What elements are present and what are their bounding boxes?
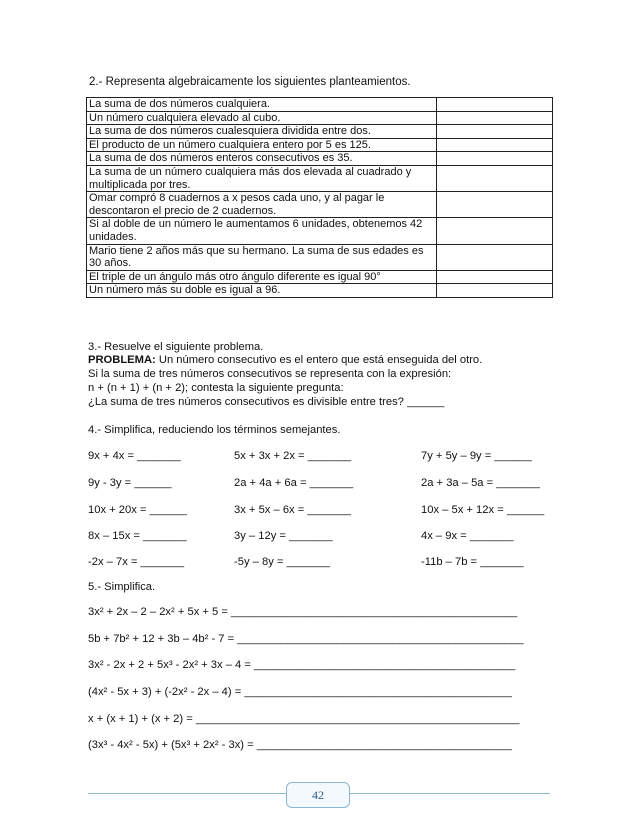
simplify-exercise: 2a + 3a – 5a = _______ bbox=[421, 477, 540, 489]
statement-text: La suma de un número cualquiera más dos elevada al cuadrado y multiplicada por tres. bbox=[87, 165, 437, 191]
statements-table bbox=[86, 97, 553, 298]
statement-text: La suma de dos números cualesquiera dividida entre dos. bbox=[87, 125, 437, 139]
statement-row bbox=[87, 152, 553, 166]
statement-row bbox=[87, 270, 553, 284]
statement-row bbox=[87, 125, 553, 139]
section-3-title: 3.- Resuelve el siguiente problema. bbox=[88, 341, 264, 353]
polynomial-exercise: 5b + 7b² + 12 + 3b – 4b² - 7 = ______________________________________________ bbox=[88, 633, 524, 645]
simplify-exercise: 8x – 15x = _______ bbox=[88, 530, 187, 542]
problem-line-1: Si la suma de tres números consecutivos se representa con la expresión: bbox=[88, 368, 452, 380]
problem-text: Un número consecutivo es el entero que está enseguida del otro. bbox=[155, 354, 483, 366]
simplify-exercise: -2x – 7x = _______ bbox=[88, 556, 185, 568]
section-2-title: 2.- Representa algebraicamente los siguientes planteamientos. bbox=[89, 76, 411, 88]
answer-cell[interactable] bbox=[437, 125, 553, 139]
answer-cell[interactable] bbox=[437, 284, 553, 298]
section-4-title: 4.- Simplifica, reduciendo los términos semejantes. bbox=[88, 424, 341, 436]
answer-cell[interactable] bbox=[437, 152, 553, 166]
polynomial-exercise: (4x² - 5x + 3) + (-2x² - 2x – 4) = ___________________________________________ bbox=[88, 686, 512, 698]
answer-cell[interactable] bbox=[437, 98, 553, 112]
statement-row bbox=[87, 138, 553, 152]
statement-text: Mario tiene 2 años más que su hermano. La suma de sus edades es 30 años. bbox=[87, 244, 437, 270]
statement-text: Un número cualquiera elevado al cubo. bbox=[87, 111, 437, 125]
polynomial-exercise: x + (x + 1) + (x + 2) = ____________________________________________________ bbox=[88, 713, 520, 725]
polynomial-exercise: 3x² - 2x + 2 + 5x³ - 2x² + 3x – 4 = __________________________________________ bbox=[88, 659, 516, 671]
answer-cell[interactable] bbox=[437, 138, 553, 152]
problem-question: ¿La suma de tres números consecutivos es divisible entre tres? ______ bbox=[88, 396, 445, 408]
answer-cell[interactable] bbox=[437, 192, 553, 218]
statement-text: Omar compró 8 cuadernos a x pesos cada uno, y al pagar le descontaron el precio de 2 cuadernos. bbox=[87, 192, 437, 218]
statement-row bbox=[87, 165, 553, 191]
simplify-exercise: 3x + 5x – 6x = _______ bbox=[234, 504, 351, 516]
statement-row bbox=[87, 98, 553, 112]
simplify-exercise: 2a + 4a + 6a = _______ bbox=[234, 477, 354, 489]
simplify-exercise: 5x + 3x + 2x = _______ bbox=[234, 450, 352, 462]
simplify-exercise: 7y + 5y – 9y = ______ bbox=[421, 450, 532, 462]
statement-row bbox=[87, 111, 553, 125]
statement-text: Si al doble de un número le aumentamos 6 unidades, obtenemos 42 unidades. bbox=[87, 218, 437, 244]
statement-row bbox=[87, 192, 553, 218]
statement-text: Un número más su doble es igual a 96. bbox=[87, 284, 437, 298]
answer-cell[interactable] bbox=[437, 218, 553, 244]
answer-cell[interactable] bbox=[437, 165, 553, 191]
simplify-exercise: 3y – 12y = _______ bbox=[234, 530, 333, 542]
simplify-exercise: -11b – 7b = _______ bbox=[421, 556, 524, 568]
simplify-exercise: 10x + 20x = ______ bbox=[88, 504, 187, 516]
statement-text: El triple de un ángulo más otro ángulo diferente es igual 90° bbox=[87, 270, 437, 284]
problem-line-2: n + (n + 1) + (n + 2); contesta la siguiente pregunta: bbox=[88, 382, 344, 394]
answer-cell[interactable] bbox=[437, 111, 553, 125]
problem-label: PROBLEMA: bbox=[88, 354, 156, 366]
statement-text: El producto de un número cualquiera entero por 5 es 125. bbox=[87, 138, 437, 152]
statement-row bbox=[87, 244, 553, 270]
polynomial-exercise: 3x² + 2x – 2 – 2x² + 5x + 5 = ______________________________________________ bbox=[88, 606, 518, 618]
simplify-exercise: 9x + 4x = _______ bbox=[88, 450, 181, 462]
polynomial-exercise: (3x³ - 4x² - 5x) + (5x³ + 2x² - 3x) = _________________________________________ bbox=[88, 739, 512, 751]
statement-text: La suma de dos números cualquiera. bbox=[87, 98, 437, 112]
section-5-title: 5.- Simplifica. bbox=[88, 581, 156, 593]
answer-cell[interactable] bbox=[437, 270, 553, 284]
simplify-exercise: -5y – 8y = _______ bbox=[234, 556, 331, 568]
simplify-exercise: 4x – 9x = _______ bbox=[421, 530, 514, 542]
answer-cell[interactable] bbox=[437, 244, 553, 270]
simplify-exercise: 10x – 5x + 12x = ______ bbox=[421, 504, 545, 516]
page-number: 42 bbox=[286, 782, 350, 808]
statement-row bbox=[87, 284, 553, 298]
problem-statement bbox=[88, 354, 482, 366]
statement-text: La suma de dos números enteros consecutivos es 35. bbox=[87, 152, 437, 166]
simplify-exercise: 9y - 3y = ______ bbox=[88, 477, 172, 489]
statement-row bbox=[87, 218, 553, 244]
